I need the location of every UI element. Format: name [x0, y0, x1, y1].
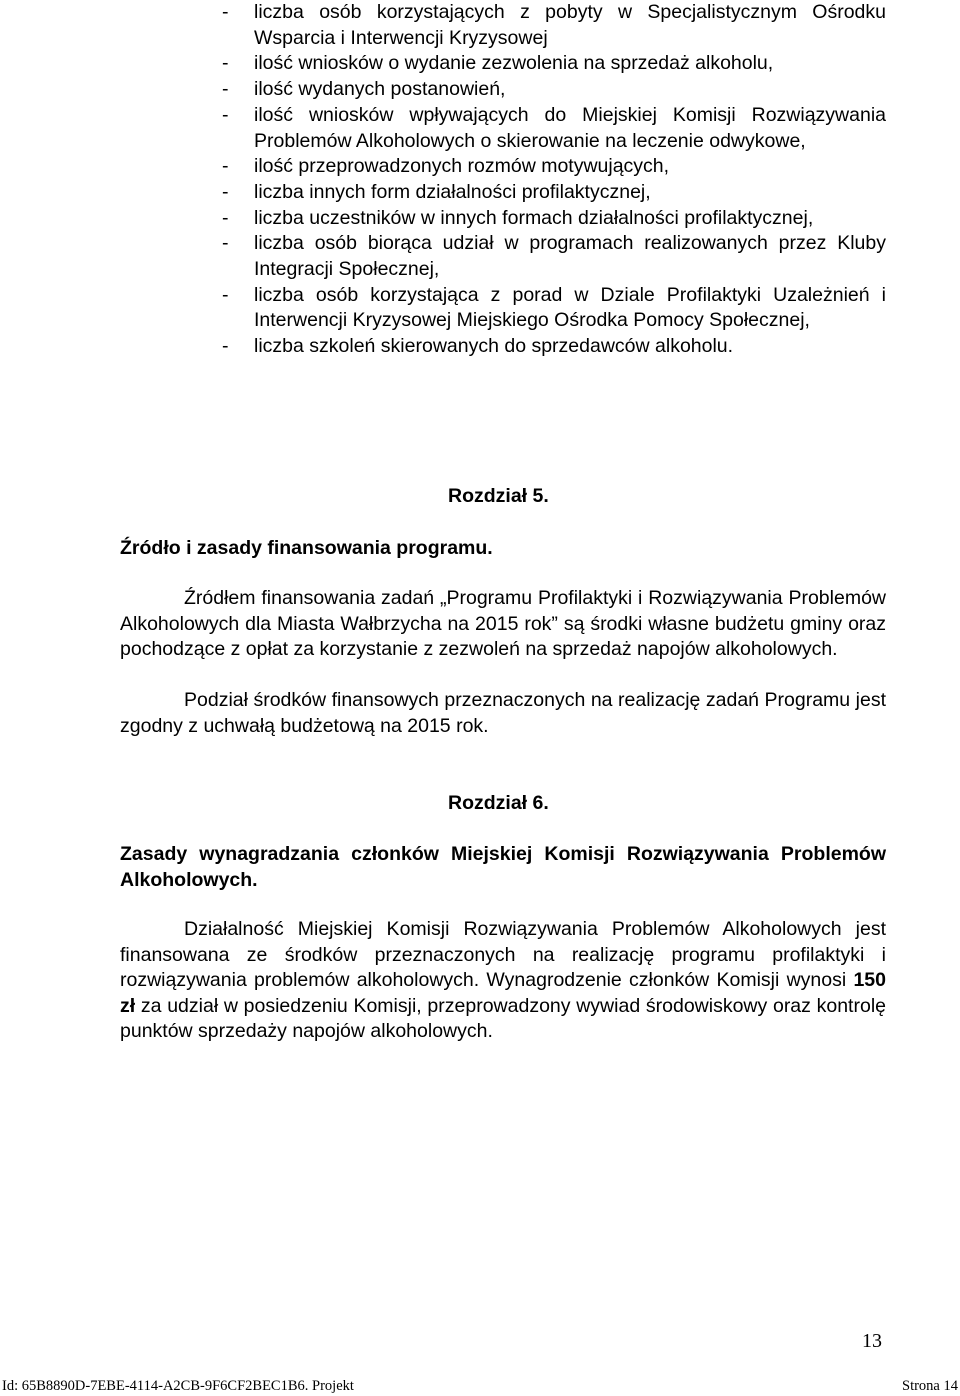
- bullet-dash: -: [222, 283, 229, 306]
- chapter-6-paragraph: [120, 917, 886, 1045]
- bullet-dash: -: [222, 155, 229, 178]
- bullet-dash: -: [222, 52, 229, 75]
- list-item-text: liczba osób korzystających z pobyty w Specjalistycznym Ośrodku Wsparcia i Interwencji Kryzysowej: [254, 1, 886, 49]
- list-item: [222, 0, 886, 51]
- list-item-text: ilość przeprowadzonych rozmów motywujących,: [254, 155, 670, 178]
- indicator-list: [222, 0, 886, 360]
- list-item-text: liczba osób biorąca udział w programach realizowanych przez Kluby Integracji Społecznej,: [254, 232, 886, 281]
- list-item-text: liczba szkoleń skierowanych do sprzedawców alkoholu.: [254, 335, 734, 358]
- bullet-dash: -: [222, 335, 229, 358]
- list-item: [222, 51, 886, 77]
- chapter-5-paragraph-1: Źródłem finansowania zadań „Programu Profilaktyki i Rozwiązywania Problemów Alkoholowych dla Miasta Wałbrzycha na 2015 rok” są środki własne budżetu gminy oraz pochodzące z opłat za korzystanie z zezwoleń na sprzedaż napojów alkoholowych.: [120, 587, 886, 661]
- list-item: [222, 231, 886, 282]
- list-item-text: liczba uczestników w innych formach działalności profilaktycznej,: [254, 206, 814, 229]
- chapter-6-title: Zasady wynagradzania członków Miejskiej Komisji Rozwiązywania Problemów Alkoholowych.: [120, 843, 886, 891]
- list-item: [222, 77, 886, 103]
- chapter-5-number: Rozdział 5.: [448, 485, 549, 507]
- chapter-5-title: Źródło i zasady finansowania programu.: [120, 537, 493, 559]
- list-item-text: ilość wydanych postanowień,: [254, 78, 506, 101]
- bullet-dash: -: [222, 180, 229, 203]
- list-item-text: ilość wniosków o wydanie zezwolenia na sprzedaż alkoholu,: [254, 52, 774, 75]
- bullet-dash: -: [222, 232, 229, 255]
- bullet-dash: -: [222, 78, 229, 101]
- footer-page-label: Strona 14: [902, 1378, 958, 1394]
- list-item: [222, 154, 886, 180]
- bullet-dash: -: [222, 1, 229, 23]
- list-item-text: liczba osób korzystająca z porad w Dziale Profilaktyki Uzależnień i Interwencji Kryzysowej Miejskiego Ośrodka Pomocy Społecznej,: [254, 283, 886, 332]
- footer-document-id: Id: 65B8890D-7EBE-4114-A2CB-9F6CF2BEC1B6. Projekt: [2, 1378, 354, 1394]
- list-item-text: ilość wniosków wpływających do Miejskiej Komisji Rozwiązywania Problemów Alkoholowych o skierowanie na leczenie odwykowe,: [254, 103, 886, 152]
- bullet-dash: -: [222, 206, 229, 229]
- list-item: [222, 103, 886, 154]
- bullet-dash: -: [222, 103, 229, 126]
- list-item-text: liczba innych form działalności profilaktycznej,: [254, 180, 651, 203]
- chapter-5-paragraph-2: Podział środków finansowych przeznaczonych na realizację zadań Programu jest zgodny z uchwałą budżetową na 2015 rok.: [120, 689, 886, 737]
- list-item: [222, 334, 886, 360]
- paragraph-text-start: Działalność Miejskiej Komisji Rozwiązywania Problemów Alkoholowych jest finansowana ze środków przeznaczonych na realizację programu profilaktyki i rozwiązywania problemów alkoholowych. Wynagrodzenie członków Komisji wynosi: [120, 918, 886, 992]
- list-item: [222, 180, 886, 206]
- list-item: [222, 206, 886, 232]
- chapter-6-number: Rozdział 6.: [448, 792, 549, 814]
- page-number: 13: [862, 1330, 882, 1352]
- list-item: [222, 283, 886, 334]
- paragraph-text-end: za udział w posiedzeniu Komisji, przeprowadzony wywiad środowiskowy oraz kontrolę punktów sprzedaży napojów alkoholowych.: [120, 994, 886, 1043]
- remuneration-amount: 150 zł: [120, 969, 886, 1017]
